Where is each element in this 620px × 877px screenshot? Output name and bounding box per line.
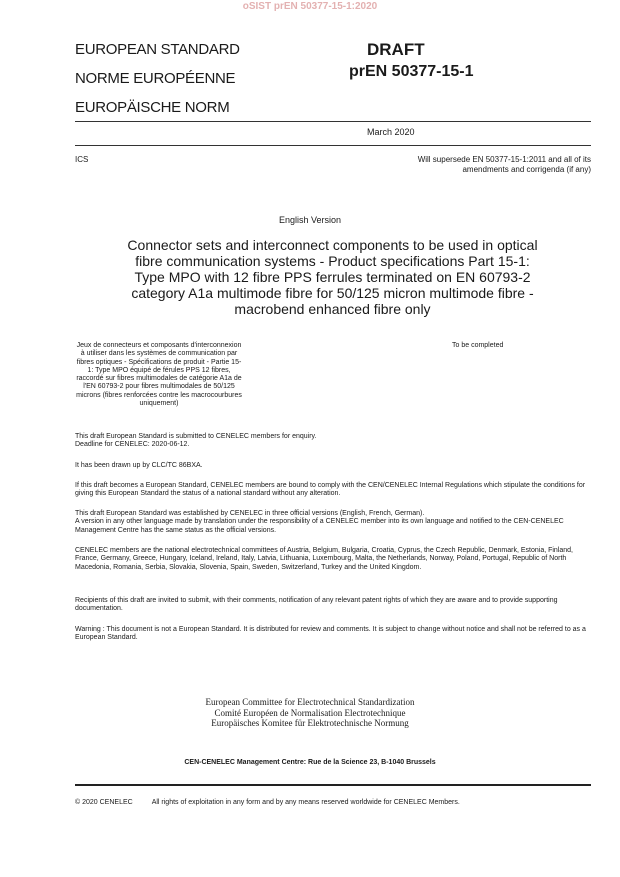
german-title: To be completed xyxy=(452,342,504,349)
supersede-note xyxy=(291,155,591,175)
enquiry-deadline: Deadline for CENELEC: 2020-06-12. xyxy=(75,441,190,449)
date-divider xyxy=(75,145,591,146)
official-versions-line-1: This draft European Standard was established by CENELEC in three official versions (English, French, German). xyxy=(75,510,425,517)
committee-names xyxy=(0,697,620,729)
committee-name-fr: Comité Européen de Normalisation Electrotechnique xyxy=(214,707,406,718)
french-title: Jeux de connecteurs et composants d'interconnexion à utiliser dans les systèmes de communication par fibres optiques - Spécifications de produit - Partie 15-1: Type MPO équipé de férules PPS 12 fibres, raccordé sur fibres multimodales de catégorie A1a de l'EN 60793-2 pour fibres multimodales de 50/125 microns (fibres renforcées contre les macrocourbures uniquement) xyxy=(76,342,242,408)
supersede-line-1: Will supersede EN 50377-15-1:2011 and all of its xyxy=(417,155,591,164)
supersede-line-2: amendments and corrigenda (if any) xyxy=(462,165,591,174)
draft-label: DRAFT xyxy=(367,40,425,59)
standard-title-de: EUROPÄISCHE NORM xyxy=(75,99,230,116)
document-title: Connector sets and interconnect components to be used in optical fibre communication systems - Product specifications Part 15-1: Type MPO with 12 fibre PPS ferrules terminated on EN 60793-2 category A1a multimode fibre for 50/125 micron multimode fibre - macrobend enhanced fibre only xyxy=(127,237,538,317)
enquiry-line-1: This draft European Standard is submitted to CENELEC members for enquiry. xyxy=(75,433,317,440)
warning-note: Warning : This document is not a European Standard. It is distributed for review and comments. It is subject to change without notice and shall not be referred to as a European Standard. xyxy=(75,626,586,642)
becomes-standard-note: If this draft becomes a European Standard, CENELEC members are bound to comply with the CEN/CENELEC Internal Regulations which stipulate the conditions for giving this European Standard the status of a national standard without any alteration. xyxy=(75,482,586,498)
rights-statement: All rights of exploitation in any form and by any means reserved worldwide for CENELEC Members. xyxy=(151,799,460,806)
committee-name-en: European Committee for Electrotechnical Standardization xyxy=(205,697,415,707)
enquiry-note xyxy=(75,433,591,450)
publication-date: March 2020 xyxy=(367,127,415,137)
document-number: prEN 50377-15-1 xyxy=(349,63,474,80)
watermark: oSIST prEN 50377-15-1:2020 xyxy=(242,1,378,12)
recipients-note: Recipients of this draft are invited to submit, with their comments, notification of any relevant patent rights of which they are aware and to provide supporting documentation. xyxy=(75,597,558,613)
ics-label: ICS xyxy=(75,155,89,164)
official-versions-note xyxy=(75,510,591,535)
management-centre-address: CEN-CENELEC Management Centre: Rue de la Science 23, B-1040 Brussels xyxy=(184,759,436,766)
official-versions-line-2: A version in any other language made by translation under the responsibility of a CENELEC member into its own language and notified to the CEN-CENELEC Management Centre has the same status as the official versions. xyxy=(75,518,564,534)
members-note: CENELEC members are the national electrotechnical committees of Austria, Belgium, Bulgaria, Croatia, Cyprus, the Czech Republic, Denmark, Estonia, Finland, France, Germany, Greece, Hungary, Iceland, Ireland, Italy, Latvia, Lithuania, Luxembourg, Malta, the Netherlands, Norway, Poland, Portugal, Republic of North Macedonia, Romania, Serbia, Slovakia, Slovenia, Spain, Sweden, Switzerland, Turkey and the United Kingdom. xyxy=(75,547,574,571)
standard-title-en: EUROPEAN STANDARD xyxy=(75,41,240,58)
footer xyxy=(75,799,460,806)
header-divider xyxy=(75,121,591,122)
language-version: English Version xyxy=(278,215,342,225)
standard-title-fr: NORME EUROPÉENNE xyxy=(75,70,236,87)
drawn-up-note: It has been drawn up by CLC/TC 86BXA. xyxy=(75,462,203,469)
footer-divider xyxy=(75,784,591,786)
copyright: © 2020 CENELEC xyxy=(75,799,133,806)
committee-name-de: Europäisches Komitee für Elektrotechnische Normung xyxy=(211,718,409,728)
